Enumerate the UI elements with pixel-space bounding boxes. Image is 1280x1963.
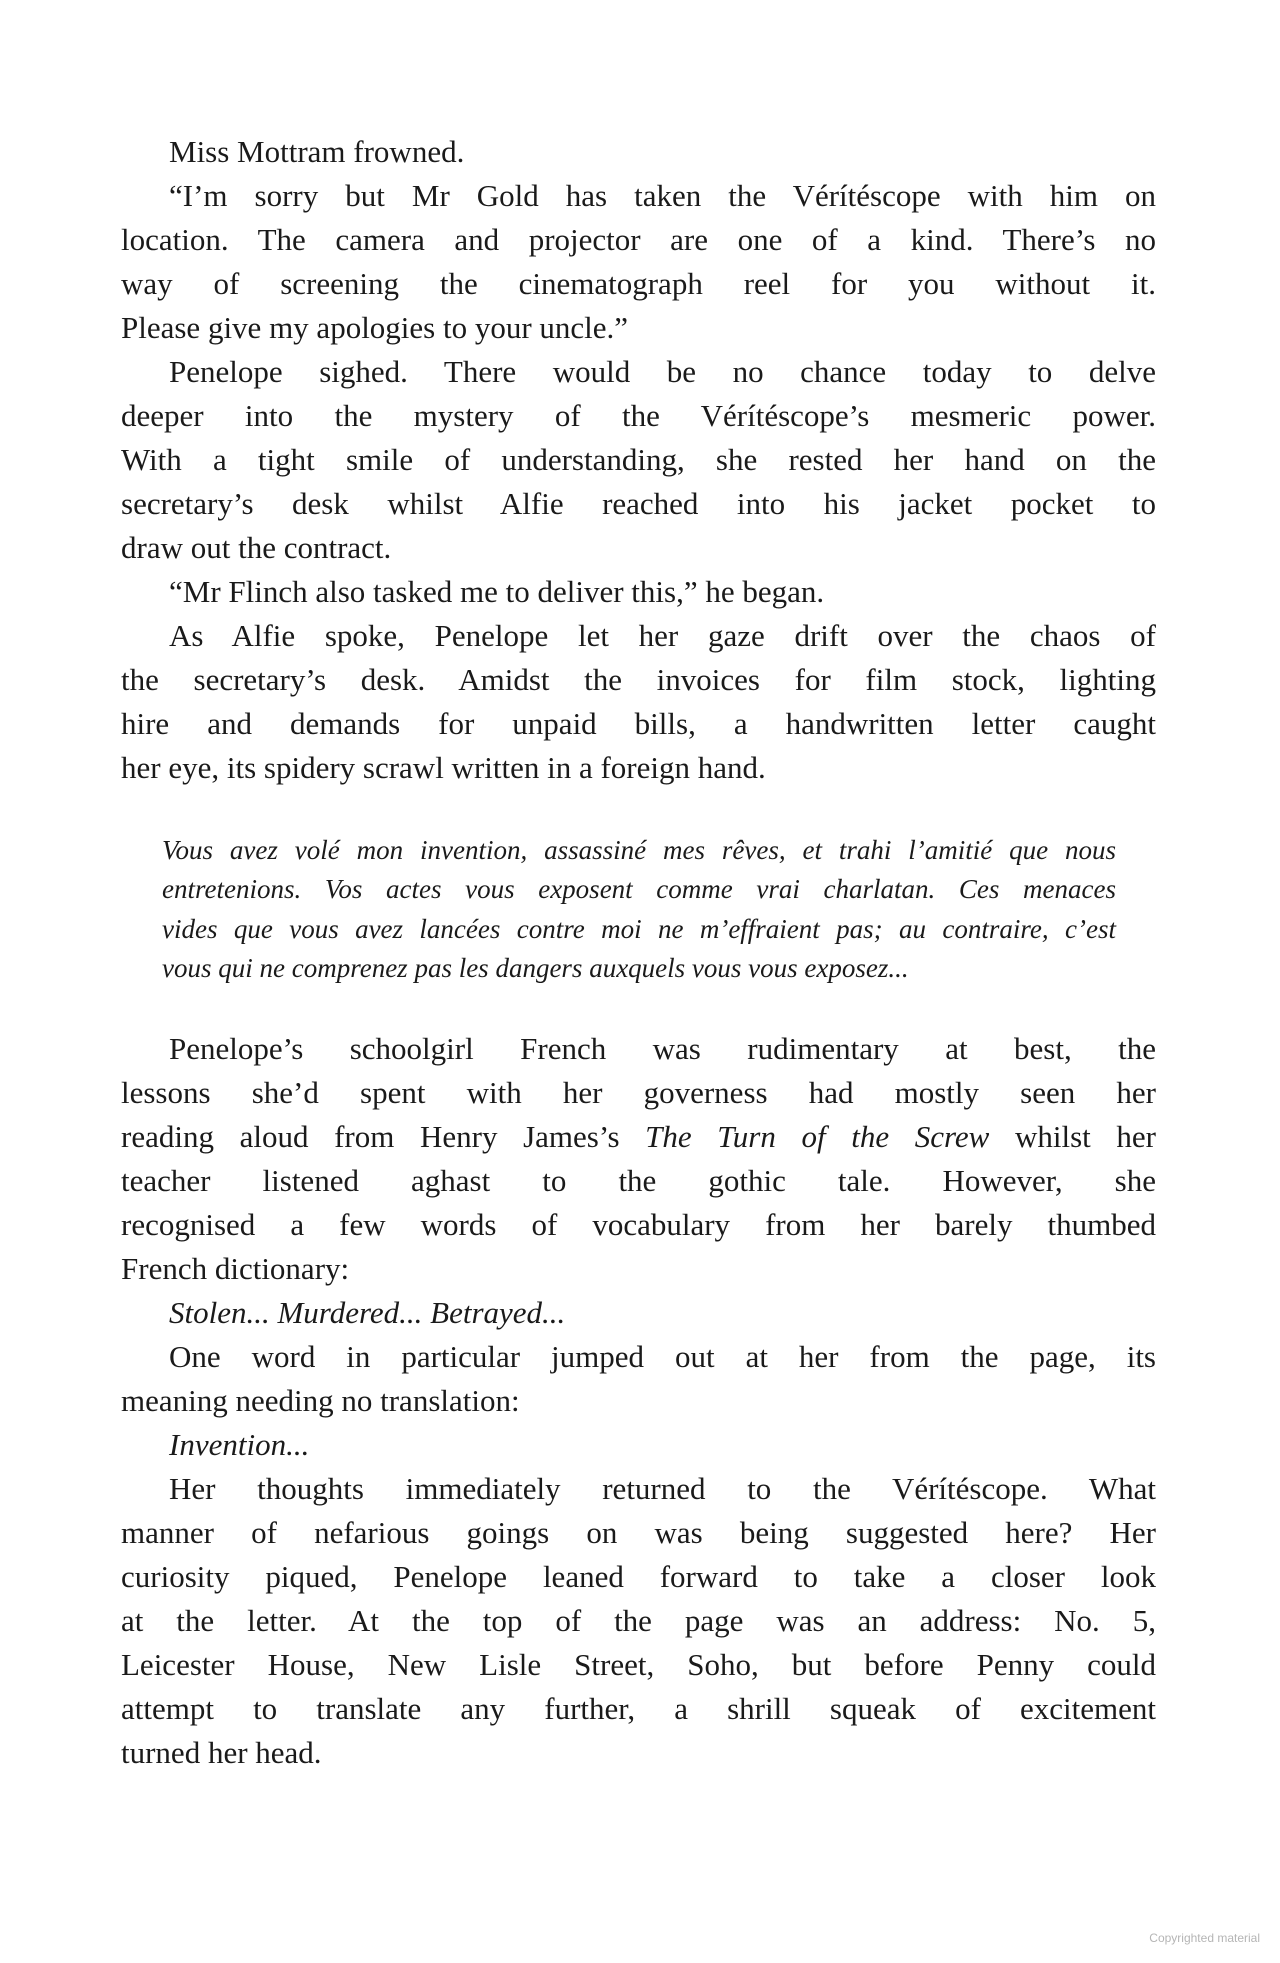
- text-line: [121, 1203, 1156, 1247]
- text-line: [121, 1643, 1156, 1687]
- text-run: whilst her: [989, 1119, 1156, 1154]
- text-line: [121, 1687, 1156, 1731]
- text-line: [121, 1379, 1156, 1423]
- text-line: [121, 1291, 1156, 1335]
- text-line: [121, 1115, 1156, 1159]
- text-line: [121, 1555, 1156, 1599]
- text-line: [121, 1247, 1156, 1291]
- text-run: hire and demands for unpaid bills, a handwritten letter caught: [121, 706, 1156, 741]
- italic-text: The Turn of the Screw: [645, 1119, 990, 1154]
- text-line: [121, 1467, 1156, 1511]
- text-line: [121, 438, 1156, 482]
- quoted-french-letter: [162, 831, 1116, 989]
- body-text-section-1: [121, 130, 1156, 790]
- text-line: [121, 1027, 1156, 1071]
- italic-text: Invention...: [169, 1427, 310, 1462]
- text-line: [162, 949, 1116, 988]
- text-run: way of screening the cinematograph reel for you without it.: [121, 266, 1156, 301]
- text-line: [121, 570, 1156, 614]
- text-run: “I’m sorry but Mr Gold has taken the Vérítéscope with him on: [169, 178, 1156, 213]
- text-run: recognised a few words of vocabulary from her barely thumbed: [121, 1207, 1156, 1242]
- text-run: secretary’s desk whilst Alfie reached into his jacket pocket to: [121, 486, 1156, 521]
- text-run: deeper into the mystery of the Vérítéscope’s mesmeric power.: [121, 398, 1156, 433]
- text-run: lessons she’d spent with her governess had mostly seen her: [121, 1075, 1156, 1110]
- text-line: [162, 831, 1116, 870]
- body-text-section-2: [121, 1027, 1156, 1775]
- text-line: [121, 614, 1156, 658]
- text-line: [121, 130, 1156, 174]
- text-run: Miss Mottram frowned.: [169, 134, 465, 169]
- text-line: [121, 1159, 1156, 1203]
- text-run: Her thoughts immediately returned to the Vérítéscope. What: [169, 1471, 1156, 1506]
- text-line: [121, 1511, 1156, 1555]
- text-line: [121, 262, 1156, 306]
- text-run: Penelope sighed. There would be no chance today to delve: [169, 354, 1156, 389]
- text-run: Vous avez volé mon invention, assassiné mes rêves, et trahi l’amitié que nous: [162, 835, 1116, 865]
- text-line: [162, 870, 1116, 909]
- text-line: [121, 702, 1156, 746]
- text-run: Please give my apologies to your uncle.”: [121, 310, 629, 345]
- text-line: [121, 1731, 1156, 1775]
- text-line: [121, 1071, 1156, 1115]
- text-line: [121, 174, 1156, 218]
- text-run: As Alfie spoke, Penelope let her gaze drift over the chaos of: [169, 618, 1156, 653]
- text-line: [121, 1335, 1156, 1379]
- text-line: [121, 394, 1156, 438]
- text-run: manner of nefarious goings on was being suggested here? Her: [121, 1515, 1156, 1550]
- text-line: [121, 306, 1156, 350]
- text-run: location. The camera and projector are one of a kind. There’s no: [121, 222, 1156, 257]
- text-run: vous qui ne comprenez pas les dangers auxquels vous vous exposez...: [162, 953, 909, 984]
- text-run: meaning needing no translation:: [121, 1383, 520, 1418]
- text-run: at the letter. At the top of the page was an address: No. 5,: [121, 1603, 1156, 1638]
- text-run: entretenions. Vos actes vous exposent comme vrai charlatan. Ces menaces: [162, 874, 1116, 905]
- text-run: With a tight smile of understanding, she rested her hand on the: [121, 442, 1156, 477]
- text-run: One word in particular jumped out at her from the page, its: [169, 1339, 1156, 1374]
- text-run: curiosity piqued, Penelope leaned forward to take a closer look: [121, 1559, 1156, 1594]
- text-run: teacher listened aghast to the gothic tale. However, she: [121, 1163, 1156, 1198]
- text-run: Penelope’s schoolgirl French was rudimentary at best, the: [169, 1031, 1156, 1066]
- text-run: vides que vous avez lancées contre moi ne m’effraient pas; au contraire, c’est: [162, 913, 1116, 944]
- text-line: [121, 482, 1156, 526]
- text-line: [121, 746, 1156, 790]
- text-run: her eye, its spidery scrawl written in a foreign hand.: [121, 750, 766, 785]
- text-line: [121, 350, 1156, 394]
- text-run: the secretary’s desk. Amidst the invoices for film stock, lighting: [121, 662, 1156, 697]
- text-run: “Mr Flinch also tasked me to deliver this,” he began.: [169, 574, 825, 609]
- text-line: [121, 1599, 1156, 1643]
- text-line: [121, 1423, 1156, 1467]
- text-run: reading aloud from Henry James’s: [121, 1119, 646, 1154]
- italic-text: Stolen... Murdered... Betrayed...: [169, 1295, 566, 1330]
- text-run: French dictionary:: [121, 1251, 350, 1286]
- text-run: turned her head.: [121, 1735, 322, 1770]
- text-run: Leicester House, New Lisle Street, Soho, but before Penny could: [121, 1647, 1156, 1682]
- text-line: [121, 218, 1156, 262]
- text-line: [121, 526, 1156, 570]
- copyright-notice: Copyrighted material: [1149, 1931, 1260, 1945]
- text-run: draw out the contract.: [121, 530, 392, 565]
- text-run: attempt to translate any further, a shrill squeak of excitement: [121, 1691, 1156, 1726]
- text-line: [162, 910, 1116, 949]
- text-line: [121, 658, 1156, 702]
